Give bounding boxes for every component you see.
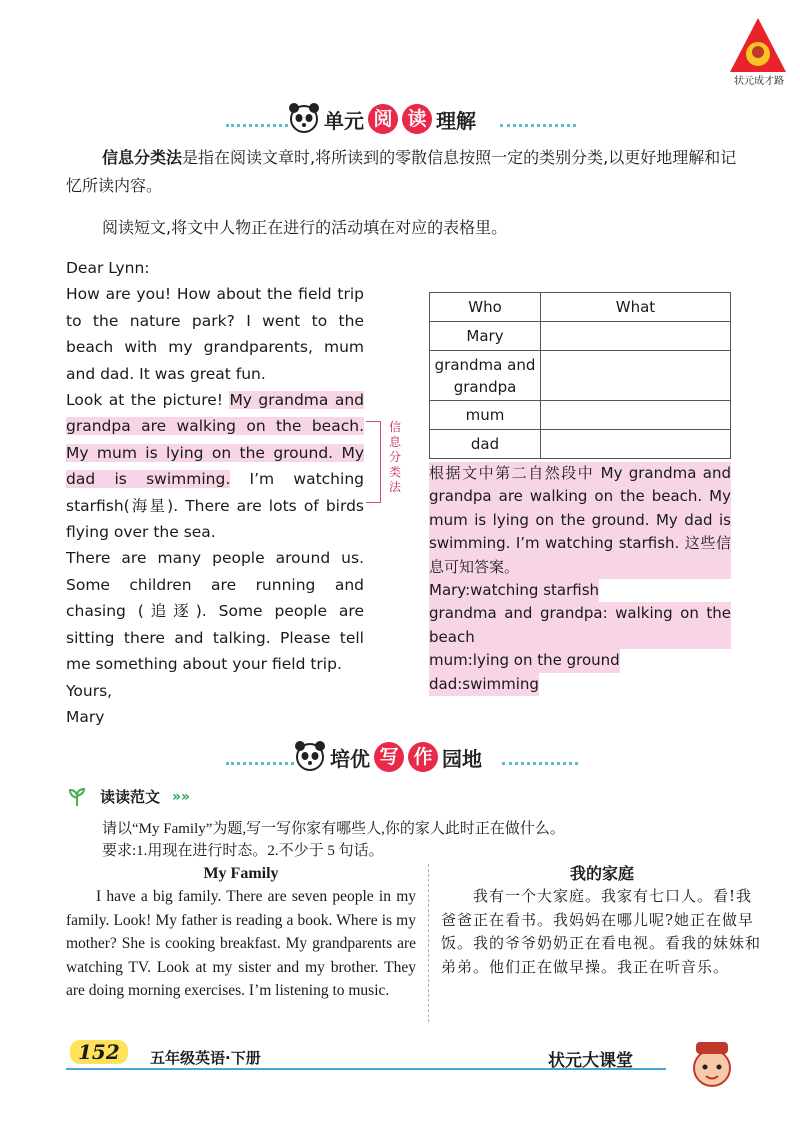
column-divider bbox=[428, 864, 429, 1022]
writing-prompt: 请以“My Family”为题,写一写你家有哪些人,你的家人此时正在做什么。 bbox=[102, 821, 565, 837]
section-title-writing: 培优 写 作 园地 bbox=[330, 742, 482, 772]
table-row-label: Mary bbox=[430, 322, 541, 351]
answer-line: dad:swimming bbox=[429, 673, 539, 696]
analysis-block bbox=[429, 462, 731, 696]
answer-cell[interactable] bbox=[541, 351, 731, 401]
letter-paragraph-2: Look at the picture! My grandma and grandpa are walking on the beach. My mum is lying on the ground. My dad is swimming. I’m watching starfish(海星). There are lots of birds flying over the sea. bbox=[66, 391, 364, 542]
section-label: 读读范文 bbox=[100, 788, 161, 806]
arrows-icon: »» bbox=[172, 789, 191, 805]
series-name: 状元大课堂 bbox=[548, 1051, 633, 1071]
letter-paragraph-1: How are you! How about the field trip to the nature park? I went to the beach with my grandparents, mum and dad. It was great fun. bbox=[66, 285, 364, 383]
answer-line: grandma and grandpa: walking on the beach bbox=[429, 602, 731, 649]
who-what-table bbox=[429, 292, 731, 459]
answer-line: mum:lying on the ground bbox=[429, 649, 620, 672]
highlighted-info: My grandma and grandpa are walking on the beach. My mum is lying on the ground. My dad is swimming. bbox=[66, 391, 364, 489]
table-row-label: mum bbox=[430, 401, 541, 430]
logo-text: 状元成才路 bbox=[734, 76, 784, 87]
mascot-icon bbox=[684, 1034, 740, 1094]
chinese-body: 我有一个大家庭。我家有七口人。看!我爸爸正在看书。我妈妈在哪儿呢?她正在做早饭。我的爷爷奶奶正在看电视。看我的妹妹和弟弟。他们正在做早操。我正在听音乐。 bbox=[441, 887, 762, 976]
table-header-who: Who bbox=[430, 293, 541, 322]
table-row-label: grandma and grandpa bbox=[430, 351, 541, 401]
letter-closing: Yours, bbox=[66, 681, 113, 700]
answer-cell[interactable] bbox=[541, 401, 731, 430]
letter-text bbox=[66, 255, 364, 730]
letter-signature: Mary bbox=[66, 707, 105, 726]
english-sample bbox=[66, 862, 416, 1002]
analysis-explanation: 根据文中第二自然段中 My grandma and grandpa are walking on the beach. My mum is lying on the ground. My dad is swimming. I’m watching starfish. 这些信息可知答案。 bbox=[429, 462, 731, 579]
table-header-what: What bbox=[541, 293, 731, 322]
section-header-writing bbox=[0, 738, 800, 778]
page-number: 152 bbox=[70, 1040, 128, 1064]
answer-cell[interactable] bbox=[541, 430, 731, 459]
english-title: My Family bbox=[203, 865, 279, 882]
english-body: I have a big family. There are seven people in my family. Look! My father is reading a book. Where is my mother? She is cooking breakfast. My grandparents are watching TV. Look at my sister and my brother. They are doing morning exercises. I’m listening to music. bbox=[66, 888, 416, 1000]
intro-task: 阅读短文,将文中人物正在进行的活动填在对应的表格里。 bbox=[102, 218, 508, 237]
answer-cell[interactable] bbox=[541, 322, 731, 351]
table-row-label: dad bbox=[430, 430, 541, 459]
intro-definition: 信息分类法是指在阅读文章时,将所读到的零散信息按照一定的类别分类,以更好地理解和记忆所读内容。 bbox=[66, 148, 737, 195]
section-title-reading: 单元 阅 读 理解 bbox=[324, 104, 476, 134]
intro-term: 信息分类法 bbox=[102, 148, 183, 167]
panda-icon bbox=[294, 740, 326, 772]
chinese-title: 我的家庭 bbox=[569, 864, 634, 883]
side-note: 信息分类法 bbox=[389, 420, 402, 494]
writing-requirement: 要求:1.用现在进行时态。2.不少于 5 句话。 bbox=[102, 843, 384, 859]
letter-salutation: Dear Lynn: bbox=[66, 259, 150, 277]
answer-line: Mary:watching starfish bbox=[429, 579, 599, 602]
annotation-bracket bbox=[366, 421, 381, 503]
leaf-icon bbox=[66, 786, 88, 808]
section-header-reading bbox=[0, 100, 800, 140]
book-title: 五年级英语·下册 bbox=[150, 1049, 261, 1067]
chinese-sample bbox=[441, 862, 763, 979]
letter-paragraph-3: There are many people around us. Some children are running and chasing (追逐). Some people are sitting there and talking. Please tell me something about your field trip. bbox=[66, 549, 364, 674]
panda-icon bbox=[288, 102, 320, 134]
